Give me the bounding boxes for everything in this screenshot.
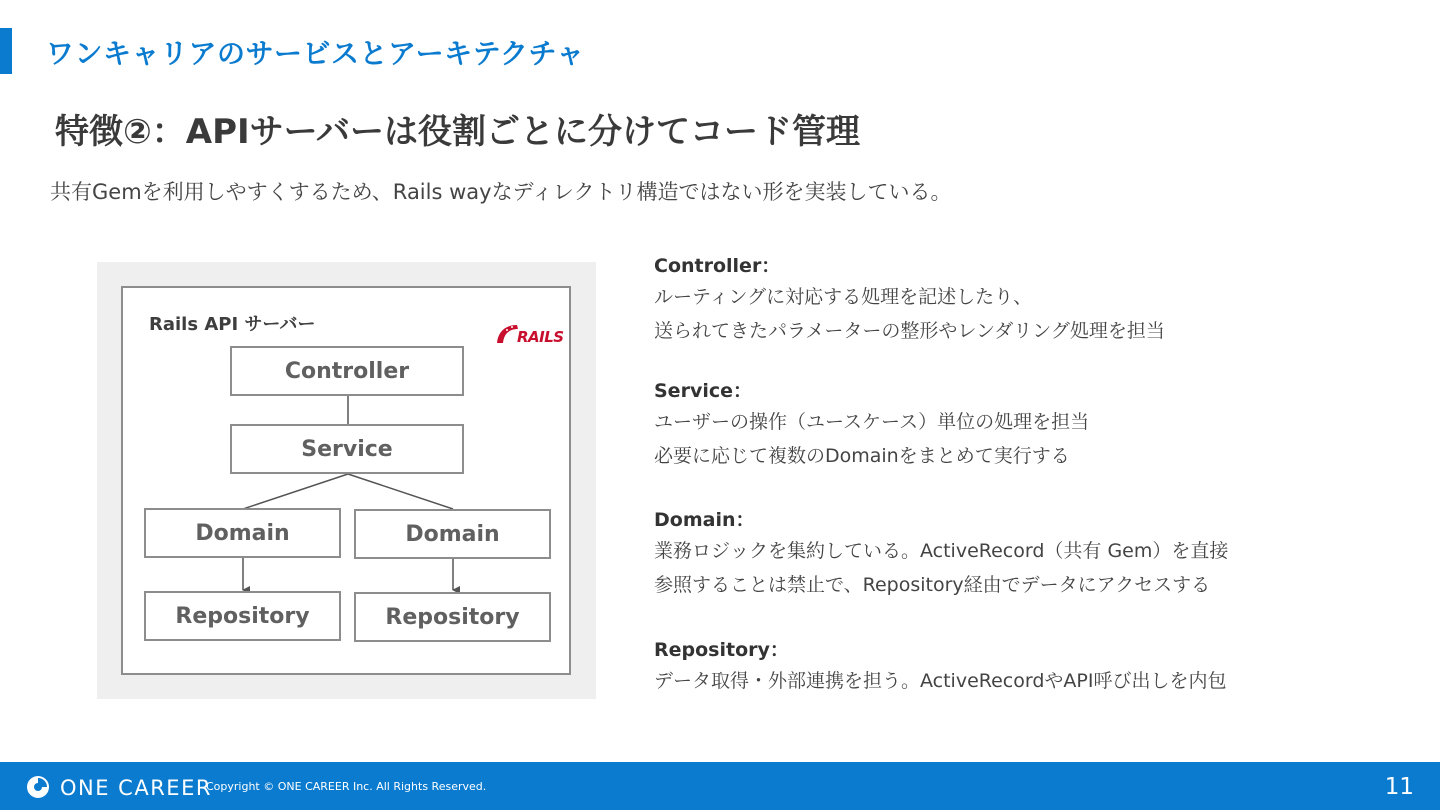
footer-bar <box>0 762 1440 810</box>
service-domain-right-connector <box>348 474 453 509</box>
page-number: 11 <box>1384 774 1414 800</box>
repository-line: データ取得・外部連携を担う。ActiveRecordやAPI呼び出しを内包 <box>654 670 1227 692</box>
repository-box-left: Repository <box>144 591 341 641</box>
frame-label: Rails API サーバー <box>149 314 316 335</box>
brand-name: ONE CAREER <box>60 776 212 800</box>
service-line: 必要に応じて複数のDomainをまとめて実行する <box>654 445 1070 467</box>
domain-line: 業務ロジックを集約している。ActiveRecord（共有 Gem）を直接 <box>654 540 1229 562</box>
service-box: Service <box>230 424 464 474</box>
domain-heading: Domain： <box>654 509 755 531</box>
rails-logo-text: RAILS <box>517 328 564 346</box>
controller-heading: Controller： <box>654 255 781 277</box>
repository-heading: Repository： <box>654 639 789 661</box>
service-domain-left-connector <box>243 474 348 509</box>
slide-subtitle: 共有Gemを利用しやすくするため、Rails wayなディレクトリ構造ではない形を実装している。 <box>50 180 952 204</box>
slide-title: 特徴②：APIサーバーは役割ごとに分けてコード管理 <box>55 112 860 152</box>
domain-line: 参照することは禁止で、Repository経由でデータにアクセスする <box>654 574 1211 596</box>
domain-box-left: Domain <box>144 508 341 558</box>
copyright-text: Copyright © ONE CAREER Inc. All Rights Reserved. <box>206 780 487 793</box>
service-heading: Service： <box>654 380 752 402</box>
controller-line: ルーティングに対応する処理を記述したり、 <box>654 286 1033 308</box>
section-accent-bar <box>0 28 12 74</box>
domain-description <box>654 506 1374 602</box>
repository-box-right: Repository <box>354 592 551 642</box>
service-description <box>654 377 1374 473</box>
domain-box-right: Domain <box>354 509 551 559</box>
repository-description <box>654 636 1374 698</box>
architecture-diagram <box>97 262 596 699</box>
service-line: ユーザーの操作（ユースケース）単位の処理を担当 <box>654 411 1090 433</box>
controller-description <box>654 252 1374 348</box>
controller-line: 送られてきたパラメーターの整形やレンダリング処理を担当 <box>654 320 1165 342</box>
rails-api-server-frame <box>121 286 571 675</box>
section-title: ワンキャリアのサービスとアーキテクチャ <box>46 37 585 70</box>
onecareer-logo-icon <box>26 775 50 799</box>
controller-box: Controller <box>230 346 464 396</box>
